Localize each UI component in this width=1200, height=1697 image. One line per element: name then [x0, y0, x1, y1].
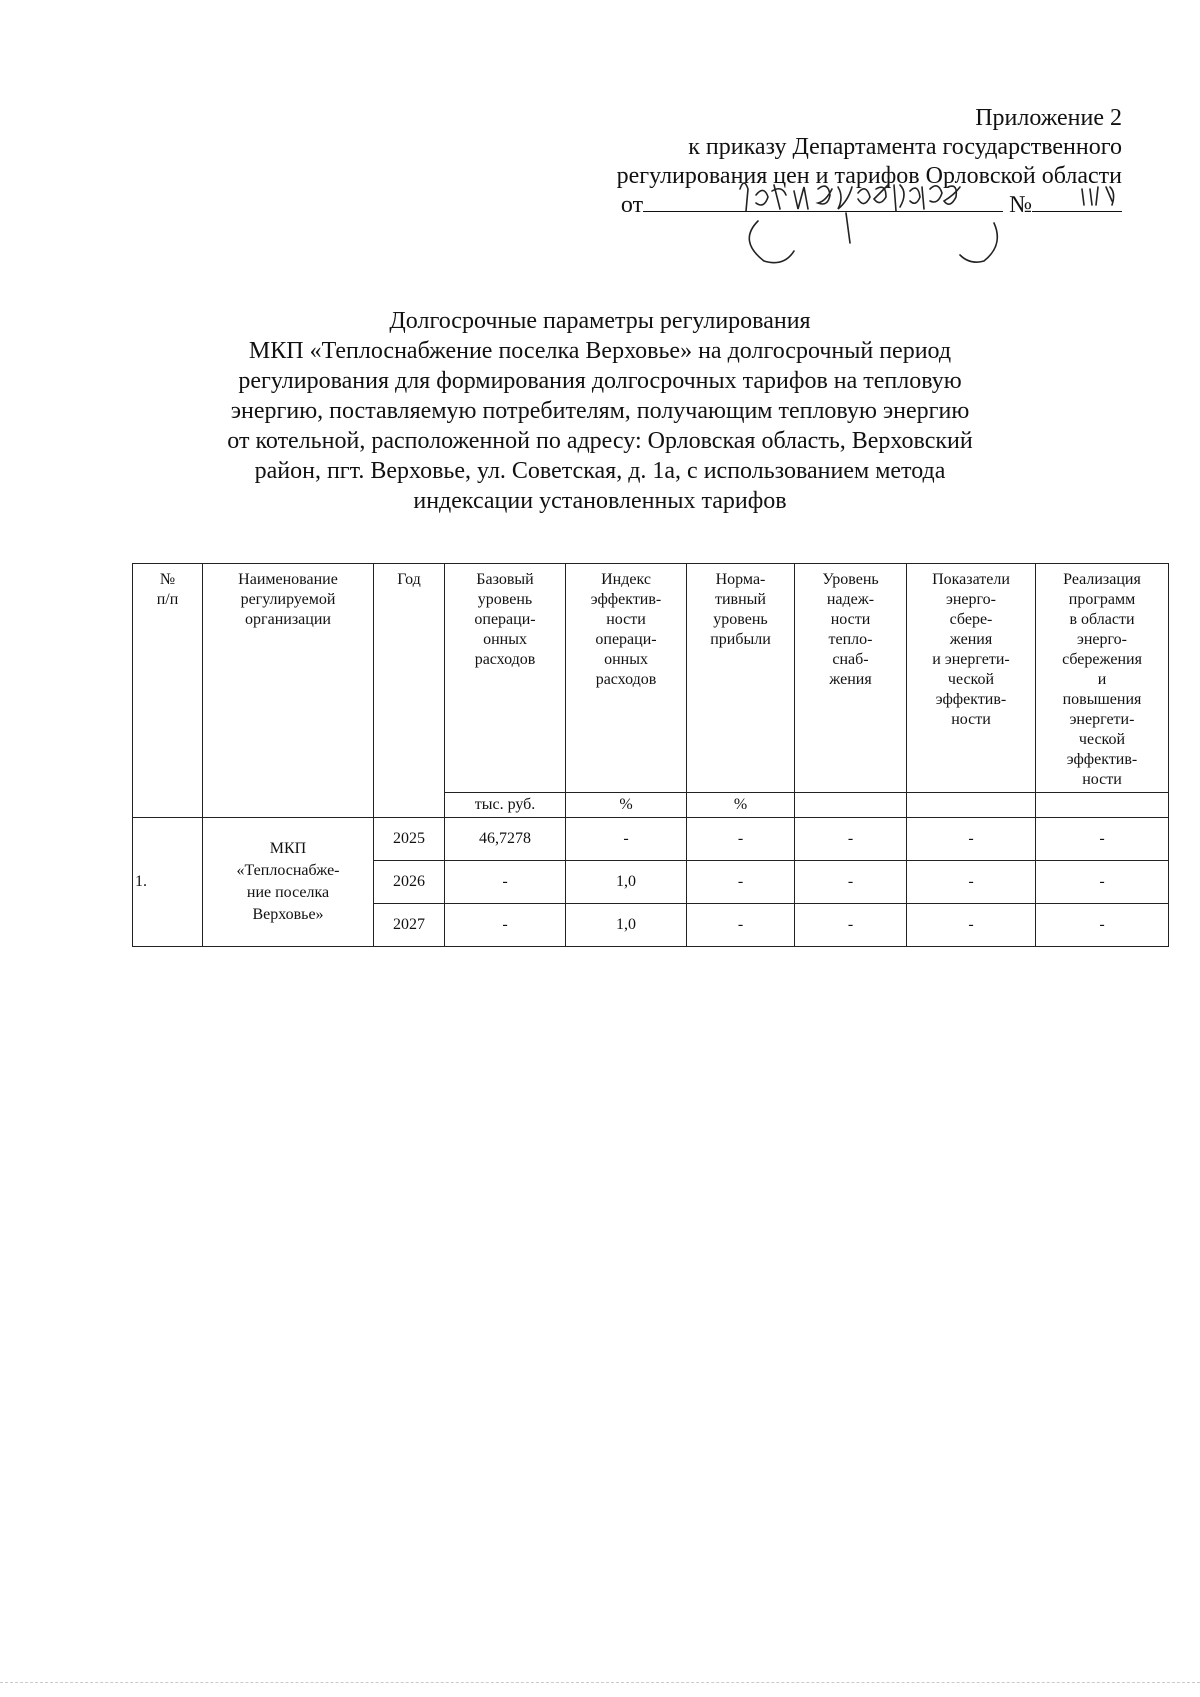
title-line: энергию, поставляемую потребителям, получающим тепловую энергию: [230, 398, 970, 424]
table-header-row: [133, 564, 1169, 793]
title-line: индексации установленных тарифов: [413, 488, 787, 514]
cell-energy-programs: -: [1036, 818, 1169, 861]
appendix-header: [482, 104, 1122, 220]
header-energy-programs: Реализация программ в области энерго- сбережения и повышения энергети- ческой эффектив- ности: [1036, 564, 1169, 793]
document-title: [130, 306, 1070, 516]
table-row: [133, 818, 1169, 861]
number-prefix: №: [1009, 192, 1032, 218]
cell-reliability: -: [795, 861, 907, 904]
cell-year: 2027: [374, 904, 445, 947]
unit-energy-indicators: [907, 793, 1036, 818]
header-year: Год: [374, 564, 445, 818]
cell-reliability: -: [795, 818, 907, 861]
cell-energy-indicators: -: [907, 818, 1036, 861]
cell-profit: -: [687, 861, 795, 904]
header-number: № п/п: [133, 564, 203, 818]
cell-base-cost: -: [445, 904, 566, 947]
title-line: от котельной, расположенной по адресу: Орловская область, Верховский: [227, 428, 973, 454]
appendix-department-line: регулирования цен и тарифов Орловской области: [616, 163, 1122, 189]
cell-reliability: -: [795, 904, 907, 947]
cell-efficiency: 1,0: [566, 904, 687, 947]
parameters-table: [132, 563, 1169, 947]
unit-base-cost: тыс. руб.: [445, 793, 566, 818]
appendix-title: Приложение 2: [975, 105, 1122, 131]
cell-energy-indicators: -: [907, 861, 1036, 904]
cell-efficiency: 1,0: [566, 861, 687, 904]
unit-efficiency: %: [566, 793, 687, 818]
header-reliability: Уровень надеж- ности тепло- снаб- жения: [795, 564, 907, 793]
title-line: регулирования для формирования долгосрочных тарифов на тепловую: [238, 368, 962, 394]
appendix-order-line: к приказу Департамента государственного: [688, 134, 1122, 160]
cell-energy-indicators: -: [907, 904, 1036, 947]
cell-base-cost: 46,7278: [445, 818, 566, 861]
date-blank: [643, 211, 1003, 212]
scan-edge-artifact: [0, 1682, 1200, 1686]
header-organization: Наименование регулируемой организации: [203, 564, 374, 818]
title-line: МКП «Теплоснабжение поселка Верховье» на долгосрочный период: [248, 338, 952, 364]
organization-name: МКП «Теплоснабже- ние поселка Верховье»: [203, 818, 374, 947]
row-number: 1.: [133, 818, 203, 947]
header-efficiency-index: Индекс эффектив- ности операци- онных расходов: [566, 564, 687, 793]
cell-energy-programs: -: [1036, 904, 1169, 947]
date-prefix: от: [620, 192, 644, 218]
cell-energy-programs: -: [1036, 861, 1169, 904]
cell-efficiency: -: [566, 818, 687, 861]
unit-reliability: [795, 793, 907, 818]
unit-energy-programs: [1036, 793, 1169, 818]
number-blank: [1032, 211, 1122, 212]
header-profit-level: Норма- тивный уровень прибыли: [687, 564, 795, 793]
cell-profit: -: [687, 818, 795, 861]
cell-profit: -: [687, 904, 795, 947]
header-energy-indicators: Показатели энерго- сбере- жения и энергети- ческой эффектив- ности: [907, 564, 1036, 793]
cell-year: 2025: [374, 818, 445, 861]
signature-line: [482, 191, 1122, 220]
cell-year: 2026: [374, 861, 445, 904]
title-line: Долгосрочные параметры регулирования: [389, 308, 811, 334]
title-line: район, пгт. Верховье, ул. Советская, д. 1а, с использованием метода: [254, 458, 946, 484]
unit-profit: %: [687, 793, 795, 818]
header-base-cost: Базовый уровень операци- онных расходов: [445, 564, 566, 793]
cell-base-cost: -: [445, 861, 566, 904]
